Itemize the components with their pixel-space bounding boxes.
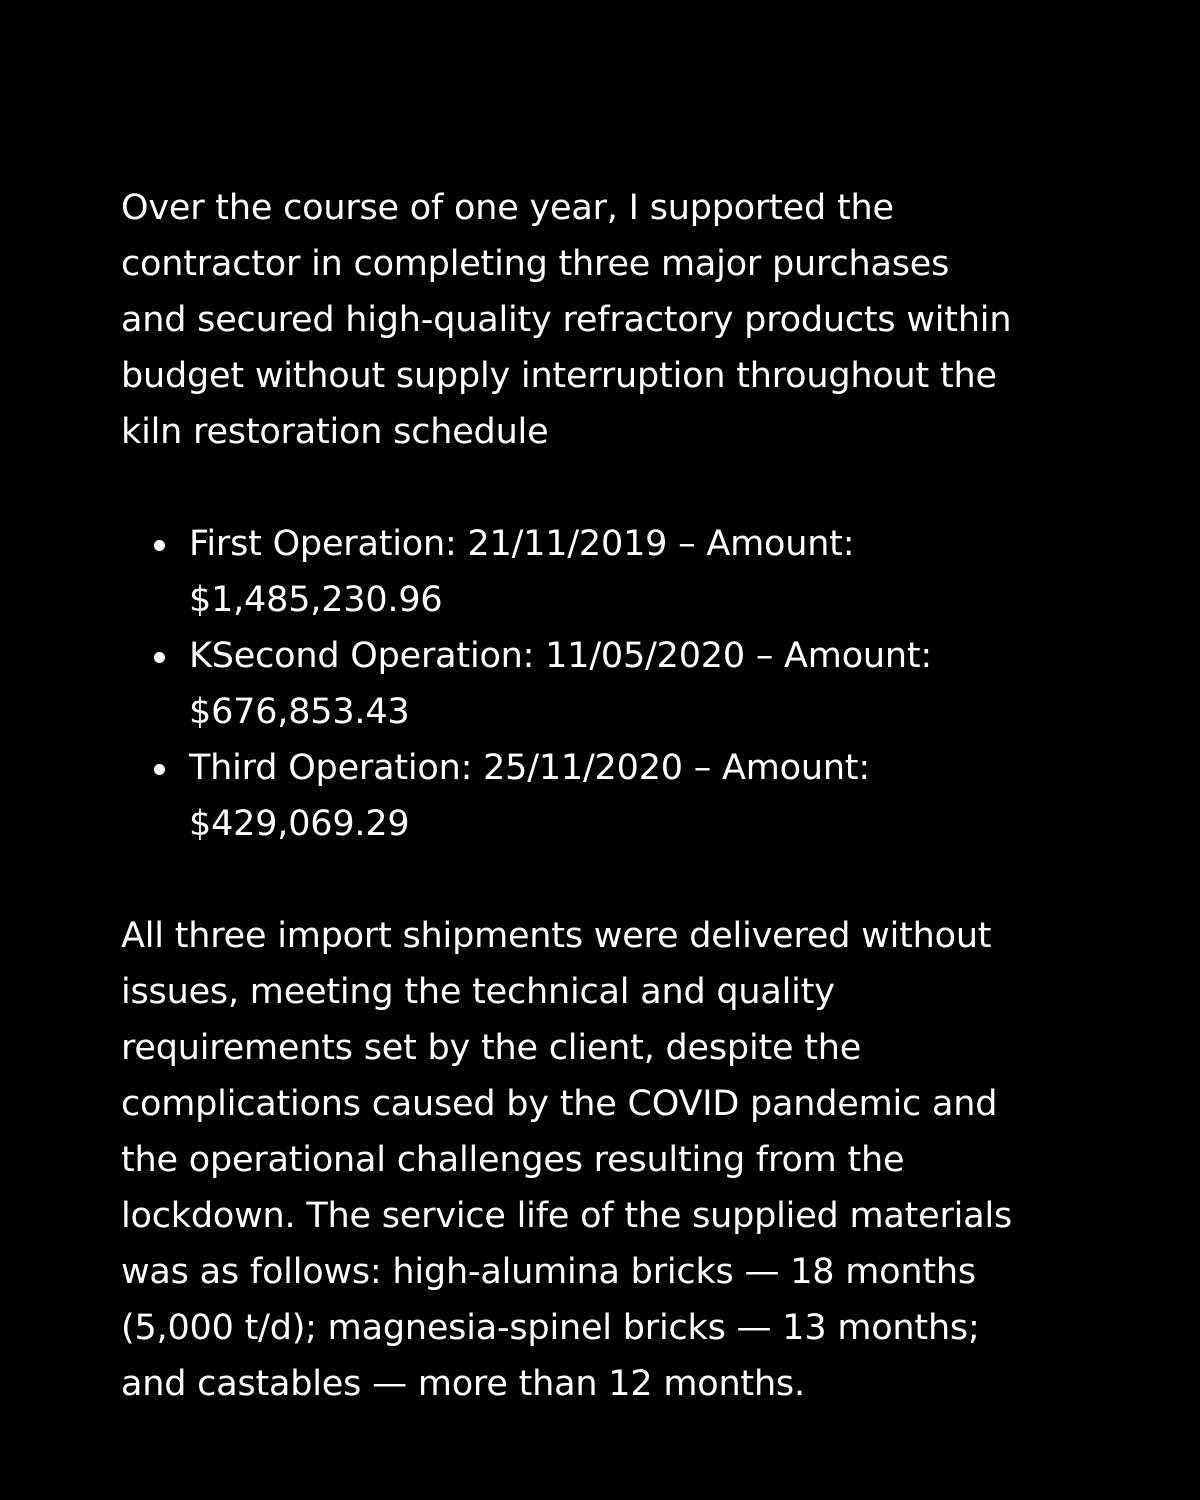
operation-item [121, 628, 1091, 740]
summary-line: was as follows: high-alumina bricks — 18 months [121, 1252, 976, 1292]
summary-line: the operational challenges resulting from the [121, 1140, 905, 1180]
intro-line: budget without supply interruption throughout the [121, 356, 997, 396]
bullet-icon [154, 652, 165, 663]
operation-title: KSecond Operation: 11/05/2020 – Amount: [189, 636, 932, 676]
operation-item [121, 516, 1091, 628]
summary-paragraph [121, 908, 1091, 1412]
intro-line: Over the course of one year, I supported the [121, 188, 894, 228]
operations-list [121, 516, 1091, 852]
summary-line: (5,000 t/d); magnesia-spinel bricks — 13 months; [121, 1308, 980, 1348]
summary-line: complications caused by the COVID pandemic and [121, 1084, 998, 1124]
intro-line: and secured high-quality refractory products within [121, 300, 1012, 340]
operation-title: First Operation: 21/11/2019 – Amount: [189, 524, 855, 564]
operation-amount: $1,485,230.96 [189, 580, 443, 620]
paragraph-gap [121, 460, 1091, 516]
summary-line: All three import shipments were delivered without [121, 916, 992, 956]
operation-amount: $429,069.29 [189, 804, 410, 844]
summary-line: issues, meeting the technical and quality [121, 972, 835, 1012]
intro-paragraph [121, 180, 1091, 460]
intro-line: kiln restoration schedule [121, 412, 549, 452]
summary-line: lockdown. The service life of the supplied materials [121, 1196, 1013, 1236]
bullet-icon [154, 764, 165, 775]
operation-title: Third Operation: 25/11/2020 – Amount: [189, 748, 870, 788]
operation-item [121, 740, 1091, 852]
summary-line: and castables — more than 12 months. [121, 1364, 805, 1404]
bullet-icon [154, 540, 165, 551]
intro-line: contractor in completing three major purchases [121, 244, 950, 284]
operation-amount: $676,853.43 [189, 692, 410, 732]
summary-line: requirements set by the client, despite the [121, 1028, 862, 1068]
paragraph-gap [121, 852, 1091, 908]
document-body [121, 180, 1091, 1412]
